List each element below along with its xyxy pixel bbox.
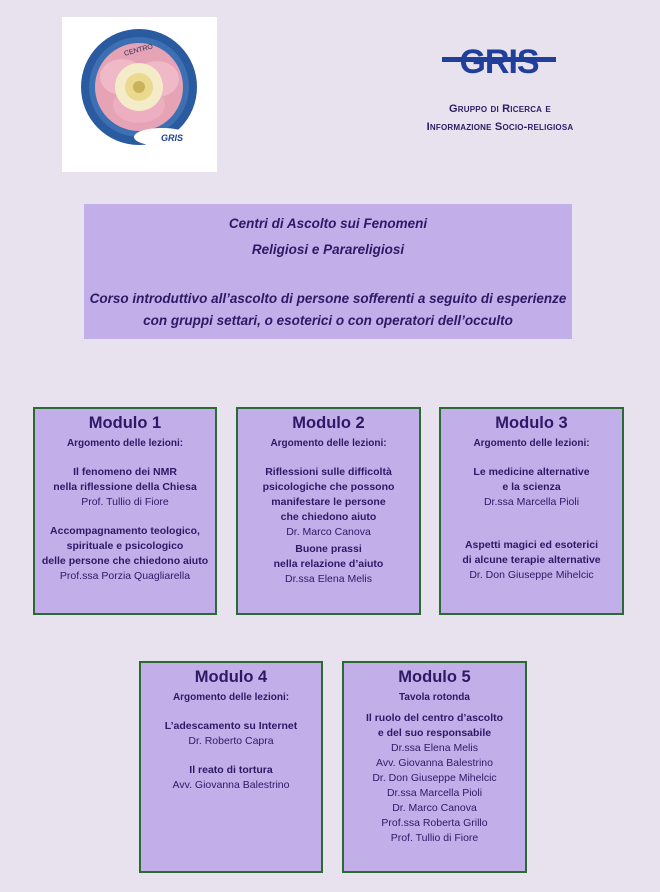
- topic-line: Aspetti magici ed esoterici: [464, 539, 599, 551]
- module-2: [236, 407, 421, 615]
- topic-line: e del suo responsabile: [377, 727, 492, 739]
- rose-logo-graphic: [62, 17, 217, 172]
- topic-line: Riflessioni sulle difficoltà: [265, 466, 392, 478]
- topic-line: che chiedono aiuto: [280, 511, 377, 523]
- banner-title-line-2: Religiosi e Parareligiosi: [251, 242, 405, 257]
- gris-logo-text: GRIS: [459, 43, 539, 78]
- module-title: Modulo 3: [495, 414, 568, 432]
- panelist-name: Dr.ssa Marcella Pioli: [386, 787, 483, 799]
- banner-title-line-1: Centri di Ascolto sui Fenomeni: [228, 216, 428, 231]
- topic-line: di alcune terapie alternative: [462, 554, 601, 566]
- teacher-name: Prof. Tullio di Fiore: [81, 496, 169, 508]
- banner-subtitle-line-2: con gruppi settari, o esoterici o con operatori dell’occulto: [143, 313, 513, 328]
- module-arg-label: Argomento delle lezioni:: [66, 438, 184, 449]
- module-arg-label: Argomento delle lezioni:: [473, 438, 590, 449]
- teacher-name: Dr.ssa Marcella Pioli: [483, 496, 580, 508]
- module-5: [342, 661, 527, 873]
- teacher-name: Prof.ssa Porzia Quagliarella: [59, 570, 191, 582]
- topic-line: delle persone che chiedono aiuto: [41, 555, 209, 567]
- topic-line: Il reato di tortura: [189, 764, 273, 776]
- panelist-name: Dr.ssa Elena Melis: [391, 742, 478, 754]
- module-title: Modulo 4: [194, 668, 268, 686]
- module-1: [33, 407, 217, 615]
- org-line-1: Gruppo di Ricerca e: [449, 103, 551, 115]
- module-4: [139, 661, 323, 873]
- topic-line: Accompagnamento teologico,: [50, 525, 200, 537]
- panelist-name: Dr. Don Giuseppe Mihelcic: [372, 772, 497, 784]
- panelist-name: Dr. Marco Canova: [392, 802, 477, 814]
- topic-line: psicologiche che possono: [262, 481, 395, 493]
- topic-line: e la scienza: [502, 481, 561, 493]
- topic-line: Il fenomeno dei NMR: [73, 466, 177, 478]
- module-title: Modulo 1: [88, 414, 162, 432]
- rose-logo-text-bottom: GRIS: [160, 133, 184, 143]
- panelist-name: Prof. Tullio di Fiore: [390, 832, 479, 844]
- teacher-name: Avv. Giovanna Balestrino: [172, 779, 290, 791]
- course-banner: [84, 204, 572, 339]
- rose-logo-text-top: CENTRO: [123, 43, 154, 58]
- module-3: [439, 407, 624, 615]
- module-arg-label: Argomento delle lezioni:: [172, 692, 290, 703]
- banner-subtitle-line-1: Corso introduttivo all’ascolto di persone sofferenti a seguito di esperienze: [89, 291, 567, 306]
- panelist-name: Prof.ssa Roberta Grillo: [381, 817, 488, 829]
- teacher-name: Dr.ssa Elena Melis: [285, 573, 372, 585]
- gris-logo: [442, 40, 556, 78]
- org-line-2: Informazione Socio-religiosa: [426, 121, 574, 133]
- panelist-name: Avv. Giovanna Balestrino: [376, 757, 493, 769]
- module-title: Modulo 5: [398, 668, 471, 686]
- topic-line: L’adescamento su Internet: [164, 720, 298, 732]
- module-arg-label: Tavola rotonda: [399, 692, 470, 703]
- module-title: Modulo 2: [292, 414, 365, 432]
- teacher-name: Dr. Marco Canova: [286, 526, 371, 538]
- teacher-name: Dr. Don Giuseppe Mihelcic: [469, 569, 594, 581]
- topic-line: Il ruolo del centro d’ascolto: [365, 712, 504, 724]
- topic-line: spirituale e psicologico: [66, 540, 184, 552]
- topic-line: Le medicine alternative: [473, 466, 590, 478]
- topic-line: manifestare le persone: [271, 496, 386, 508]
- topic-line: Buone prassi: [295, 543, 362, 555]
- topic-line: nella riflessione della Chiesa: [53, 481, 197, 493]
- topic-line: nella relazione d’aiuto: [273, 558, 384, 570]
- module-arg-label: Argomento delle lezioni:: [270, 438, 387, 449]
- teacher-name: Dr. Roberto Capra: [188, 735, 274, 747]
- organization-name: [390, 100, 610, 136]
- rose-logo: [62, 17, 217, 172]
